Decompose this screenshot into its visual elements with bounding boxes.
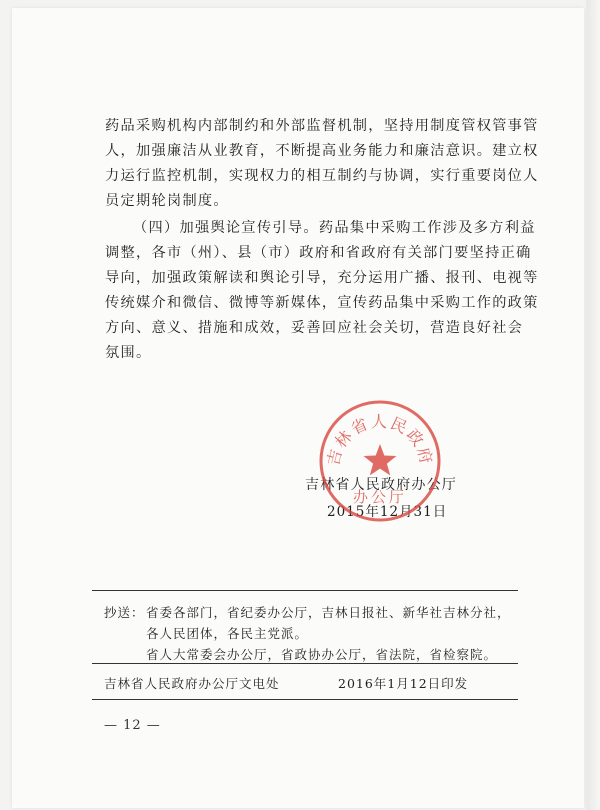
issuing-office: 吉林省人民政府办公厅文电处 xyxy=(104,676,280,691)
page-number: — 12 — xyxy=(104,718,161,733)
print-date: 2016年1月12日印发 xyxy=(338,676,469,691)
paragraph-line: 调整，各市（州）、县（市）政府和省政府有关部门要坚持正确 xyxy=(105,245,532,261)
divider-middle xyxy=(92,663,518,664)
cc-recipients-line: 省人大常委会办公厅，省政协办公厅，省法院，省检察院。 xyxy=(146,647,498,662)
signing-date: 2015年12月31日 xyxy=(327,504,448,520)
paragraph-line: 导向，加强政策解读和舆论引导，充分运用广播、报刊、电视等 xyxy=(105,270,539,286)
seal-arc-text: 吉林省人民政府 xyxy=(323,412,437,468)
paragraph-line: 药品采购机构内部制约和外部监督机制，坚持用制度管权管事管 xyxy=(105,118,539,134)
paragraph-line xyxy=(105,216,536,241)
official-seal-stamp xyxy=(317,398,443,524)
paragraph-supervision xyxy=(105,114,539,214)
page-edge-shadow xyxy=(586,0,600,810)
divider-top xyxy=(92,590,518,591)
paragraph-line: 氛围。 xyxy=(105,345,152,361)
paragraph-line: 方向、意义、措施和成效，妥善回应社会关切，营造良好社会 xyxy=(105,320,524,336)
paragraph-publicity xyxy=(105,216,539,366)
cc-recipients-line: 各人民团体，各民主党派。 xyxy=(146,626,309,641)
divider-bottom xyxy=(92,699,518,700)
seal-star-icon xyxy=(364,444,397,475)
cc-label: 抄送： xyxy=(104,605,145,620)
seal-bottom-text: 办公厅 xyxy=(352,488,408,506)
paragraph-line: 力运行监控机制，实现权力的相互制约与协调，实行重要岗位人 xyxy=(105,168,539,184)
paragraph-line: 员定期轮岗制度。 xyxy=(105,193,229,209)
paragraph-line: 人，加强廉洁从业教育，不断提高业务能力和廉洁意识。建立权 xyxy=(105,143,539,159)
paragraph-heading-line: （四）加强舆论宣传引导。药品集中采购工作涉及多方利益 xyxy=(133,220,536,236)
cc-recipients-line: 省委各部门，省纪委办公厅，吉林日报社、新华社吉林分社， xyxy=(146,605,511,620)
signing-organization: 吉林省人民政府办公厅 xyxy=(305,477,457,493)
paragraph-line: 传统媒介和微信、微博等新媒体，宣传药品集中采购工作的政策 xyxy=(105,295,539,311)
